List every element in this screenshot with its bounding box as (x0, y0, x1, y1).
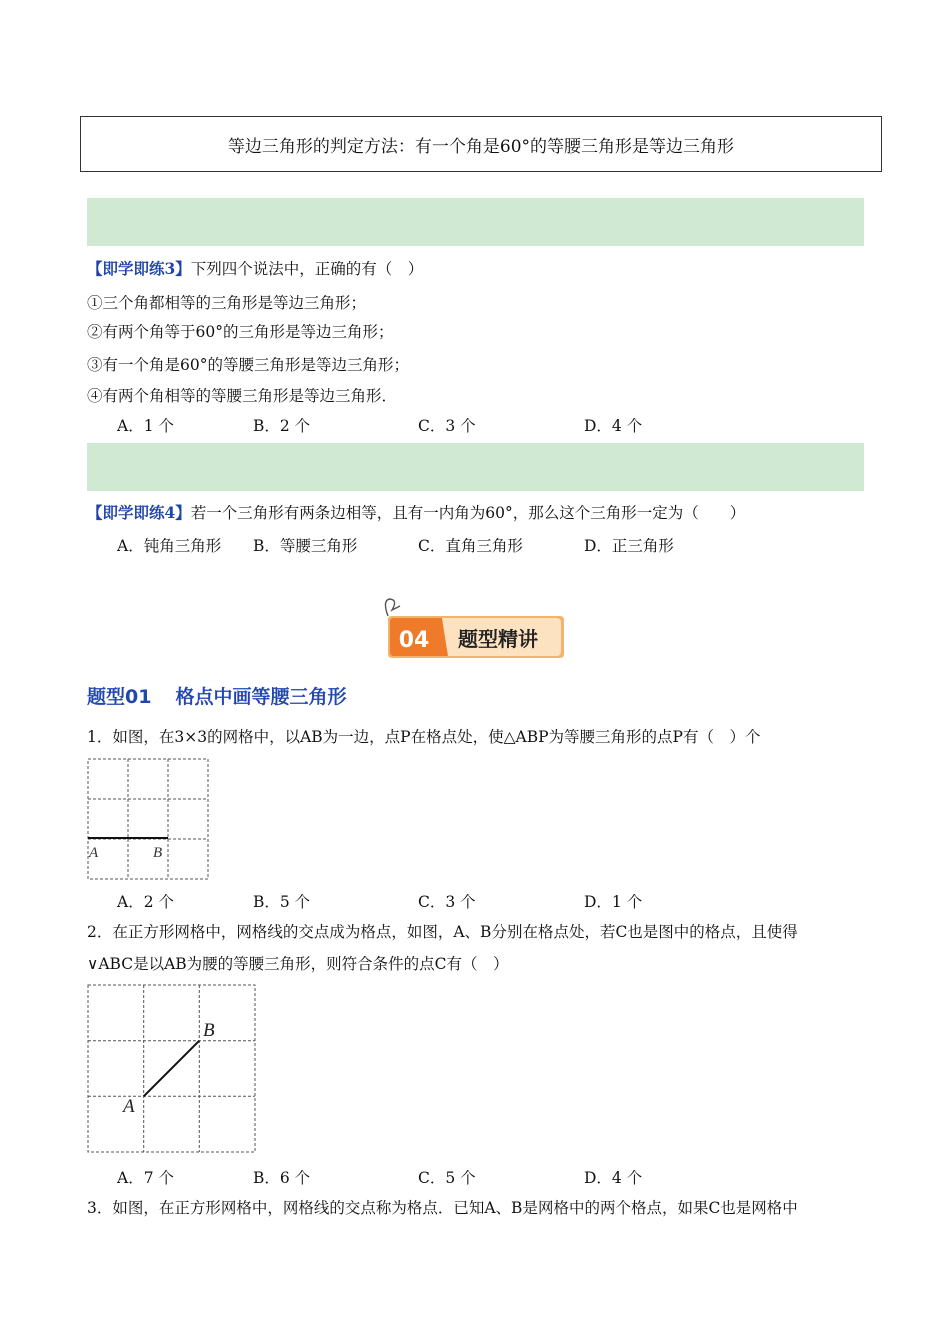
q2-grid-figure (87, 984, 257, 1154)
section-number: 题型01 (87, 686, 152, 708)
q1-option-c[interactable]: C．3 个 (418, 893, 476, 911)
practice3-option-a[interactable]: A．1 个 (117, 417, 174, 435)
practice3-label: 【即学即练3】 (87, 259, 191, 278)
q2-point-a: A (123, 1096, 135, 1117)
q2-option-b[interactable]: B．6 个 (253, 1169, 311, 1187)
q2-option-d[interactable]: D．4 个 (584, 1169, 643, 1187)
practice3-item-4: ④有两个角相等的等腰三角形是等边三角形． (87, 387, 398, 405)
q2-segment-ab (144, 1041, 200, 1097)
q2-stem-line1: 2．在正方形网格中，网格线的交点成为格点，如图，A、B分别在格点处，若C也是图中的格点，且使得 (87, 923, 798, 941)
practice3-option-b[interactable]: B．2 个 (253, 417, 311, 435)
practice4-option-b[interactable]: B．等腰三角形 (253, 537, 358, 555)
practice3-stem: 下列四个说法中，正确的有（ ） (190, 260, 424, 278)
practice3-item-1: ①三个角都相等的三角形是等边三角形； (87, 294, 367, 312)
definition-text: 等边三角形的判定方法：有一个角是60°的等腰三角形是等边三角形 (227, 136, 735, 157)
q2-option-c[interactable]: C．5 个 (418, 1169, 476, 1187)
practice4-option-a[interactable]: A．钝角三角形 (117, 537, 222, 555)
q3-stem-line1: 3．如图，在正方形网格中，网格线的交点称为格点．已知A、B是网格中的两个格点，如果C也是网格中 (87, 1199, 798, 1217)
q2-point-b: B (203, 1020, 215, 1041)
q1-stem: 1．如图，在3×3的网格中，以AB为一边，点P在格点处，使△ABP为等腰三角形的点P有（ ）个 (87, 728, 761, 746)
section-banner (386, 614, 566, 660)
definition-box (80, 116, 882, 172)
q1-option-a[interactable]: A．2 个 (117, 893, 174, 911)
section-heading (87, 682, 370, 709)
answer-band (87, 443, 864, 491)
q1-grid-figure (87, 758, 209, 880)
clip-icon (378, 596, 408, 620)
q2-stem-line2: ∨ABC是以AB为腰的等腰三角形，则符合条件的点C有（ ） (87, 955, 509, 973)
q1-option-d[interactable]: D．1 个 (584, 893, 643, 911)
practice4-option-c[interactable]: C．直角三角形 (418, 537, 523, 555)
practice4-label: 【即学即练4】 (87, 503, 191, 522)
practice4-question (87, 503, 745, 523)
practice3-question (87, 259, 423, 279)
answer-band (87, 198, 864, 246)
practice3-item-2: ②有两个角等于60°的三角形是等边三角形； (87, 323, 394, 341)
q1-option-b[interactable]: B．5 个 (253, 893, 311, 911)
practice4-option-d[interactable]: D．正三角形 (584, 537, 674, 555)
section-title: 格点中画等腰三角形 (175, 686, 347, 708)
q2-option-a[interactable]: A．7 个 (117, 1169, 174, 1187)
practice4-stem: 若一个三角形有两条边相等，且有一内角为60°，那么这个三角形一定为（ ） (190, 504, 746, 522)
banner-number: 04 (398, 628, 430, 653)
q1-point-a: A (89, 845, 99, 861)
banner-title: 题型精讲 (458, 627, 538, 651)
q1-point-b: B (153, 845, 163, 861)
practice3-option-c[interactable]: C．3 个 (418, 417, 476, 435)
practice3-item-3: ③有一个角是60°的等腰三角形是等边三角形； (87, 356, 409, 374)
practice3-option-d[interactable]: D．4 个 (584, 417, 643, 435)
